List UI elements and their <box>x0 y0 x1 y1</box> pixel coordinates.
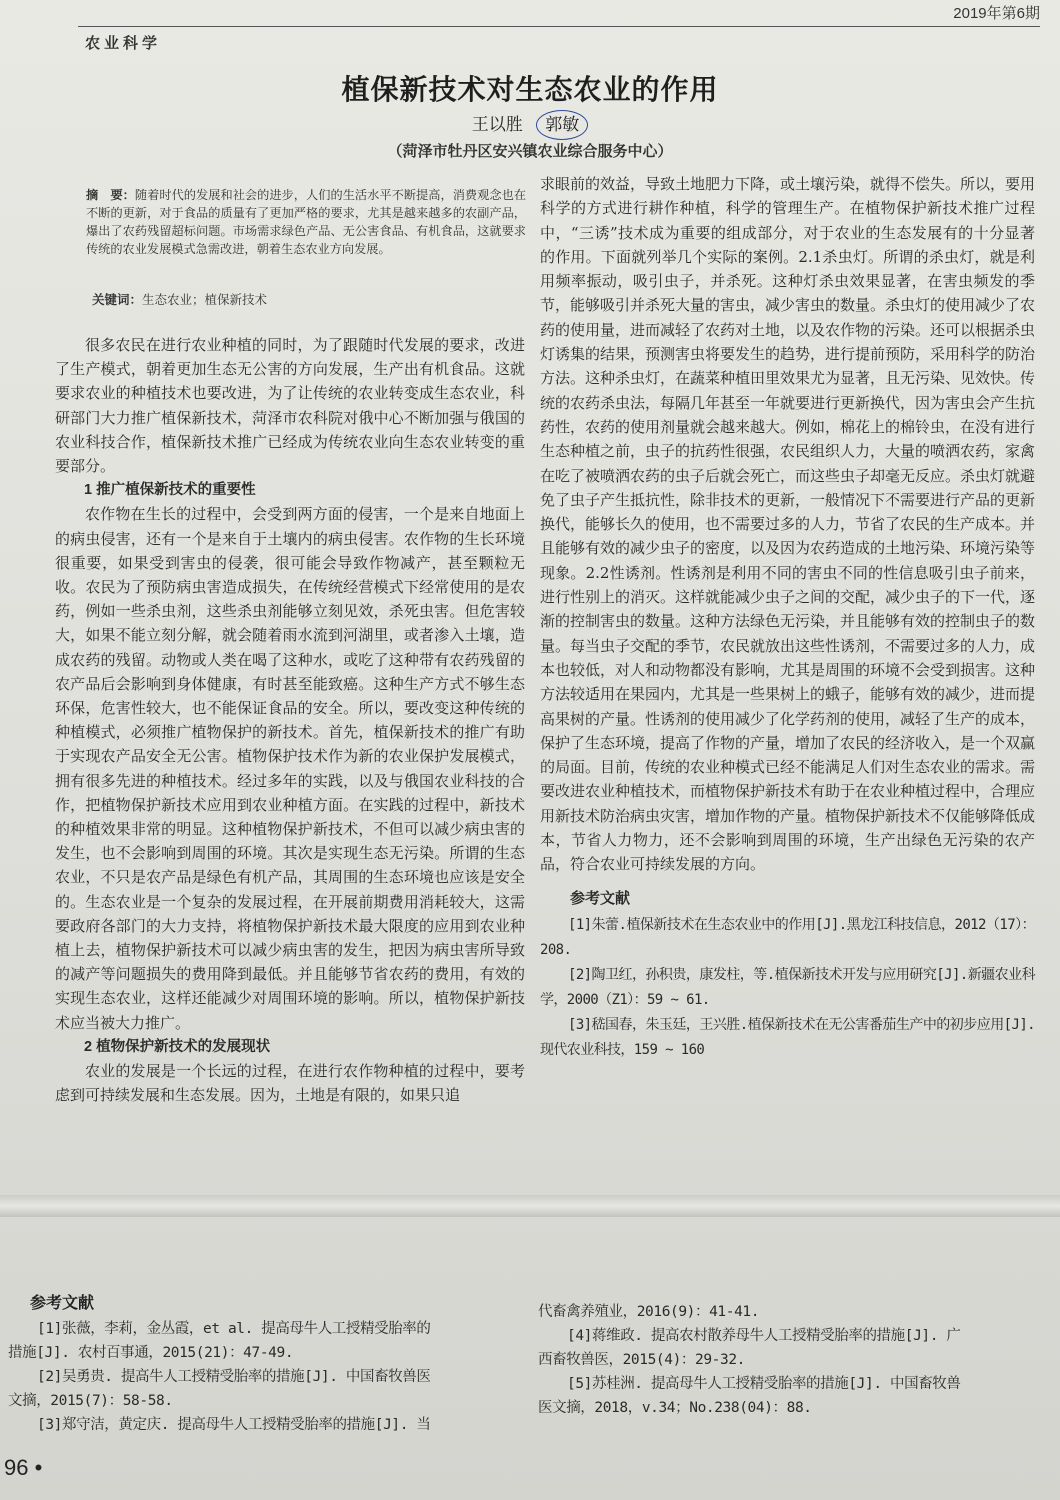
reference-item: [3]嵇国春，朱玉廷，王兴胜.植保新技术在无公害番茄生产中的初步应用[J].现代农业科技，159 ~ 160 <box>540 1016 1035 1058</box>
reference-item: [1]朱蕾.植保新技术在生态农业中的作用[J].黑龙江科技信息，2012（17）：208. <box>540 916 1035 958</box>
references-heading: 参考文献 <box>570 889 631 907</box>
body-paragraph: 农作物在生长的过程中，会受到两方面的侵害，一个是来自地面上的病虫侵害，还有一个是来自于土壤内的病虫侵害。农作物的生长环境很重要，如果受到害虫的侵袭，很可能会导致作物减产，甚至颗粒无收。农民为了预防病虫害造成损失，在传统经营模式下经常使用的是农药，例如一些杀虫剂，这些杀虫剂能够立刻见效，杀死虫害。但危害较大，如果不能立刻分解，就会随着雨水流到河湖里，或者渗入土壤，造成农药的残留。动物或人类在喝了这种水，或吃了这种带有农药残留的农产品后会影响到身体健康，有时甚至能致癌。这种生产方式不够生态环保，危害性较大，也不能保证食品的安全。所以，要改变这种传统的种植模式，必须推广植物保护的新技术。首先，植保新技术的推广有助于实现农产品安全无公害。植物保护技术作为新的农业保护发展模式，拥有很多先进的种植技术。经过多年的实践，以及与俄国农业科技的合作，把植物保护新技术应用到农业种植方面。在实践的过程中，新技术的种植效果非常的明显。这种植物保护新技术，不但可以减少病虫害的发生，也不会影响到周围的环境。其次是实现生态无污染。所谓的生态农业，不只是农产品是绿色有机产品，其周围的生态环境也应该是安全的。生态农业是一个复杂的发展过程，在开展前期费用消耗较大，这需要政府各部门的大力支持，将植物保护新技术最大限度的应用到农业种植上去，植物保护新技术可以减少病虫害的发生，把因为病虫害所导致的减产等问题损失的费用降到最低。并且能够节省农药的费用，有效的实现生态农业，这样还能减少对周围环境的影响。所以，植物保护新技术应当被大力推广。 <box>55 505 525 1032</box>
reference-line: [5]苏桂洲. 提高母牛人工授精受胎率的措施[J]. 中国畜牧兽 <box>567 1376 961 1392</box>
reference-line: [2]吴勇贵. 提高牛人工授精受胎率的措施[J]. 中国畜牧兽医 <box>37 1369 431 1385</box>
reference-line: [4]蒋维政. 提高农村散养母牛人工授精受胎率的措施[J]. 广 <box>567 1328 961 1344</box>
page-number: 96 • <box>4 1455 43 1480</box>
section-label: 农业科学 <box>85 35 162 52</box>
body-paragraph: 农业的发展是一个长远的过程，在进行农作物种植的过程中，要考虑到可持续发展和生态发展。因为，土地是有限的，如果只追 <box>55 1062 525 1105</box>
issue-label: 2019年第6期 <box>953 5 1040 22</box>
reference-line: [3]郑守洁，黄定庆. 提高母牛人工授精受胎率的措施[J]. 当 <box>37 1417 431 1433</box>
keywords <box>92 290 522 308</box>
reference-line: 医文摘，2018，v.34；No.238(04)：88. <box>538 1400 812 1416</box>
author-affiliation: （菏泽市牡丹区安兴镇农业综合服务中心） <box>387 143 673 160</box>
author-line <box>0 110 1060 135</box>
reference-line: 代畜禽养殖业，2016(9)：41-41. <box>538 1304 760 1320</box>
reference-line: 措施[J]. 农村百事通，2015(21)：47-49. <box>8 1345 294 1361</box>
abstract-text: 随着时代的发展和社会的进步，人们的生活水平不断提高，消费观念也在不断的更新，对于食品的质量有了更加严格的要求，尤其是越来越多的农副产品，爆出了农药残留超标问题。市场需求绿色产品、无公害食品、有机食品，这就要求传统的农业发展模式急需改进，朝着生态农业方向发展。 <box>86 188 527 256</box>
header-rule <box>78 26 1040 27</box>
right-column <box>540 172 1035 1063</box>
reference-item: [2]陶卫红，孙积贵，康发柱，等.植保新技术开发与应用研究[J].新疆农业科学，2000（Z1）：59 ~ 61. <box>540 966 1035 1008</box>
prev-refs-left <box>0 1290 515 1437</box>
body-paragraph: 求眼前的效益，导致土地肥力下降，或土壤污染，就得不偿失。所以，要用科学的方式进行耕作种植，科学的管理生产。在植物保护新技术推广过程中，“三诱”技术成为重要的组成部分，对于农业的生态发展有的十分显著的作用。下面就列举几个实际的案例。2.1杀虫灯。所谓的杀虫灯，就是利用频率振动，吸引虫子，并杀死。这种灯杀虫效果显著，在害虫频发的季节，能够吸引并杀死大量的害虫，减少害虫的数量。杀虫灯的使用减少了农药的使用量，进而减轻了农药对土地，以及农作物的污染。还可以根据杀虫灯诱集的结果，预测害虫将要发生的趋势，进行提前预防，采用科学的防治方法。这种杀虫灯，在蔬菜种植田里效果尤为显著，且无污染、见效快。传统的农药杀虫法，每隔几年甚至一年就要进行更新换代，因为害虫会产生抗药性，农药的使用剂量就会越来越大。例如，棉花上的棉铃虫，在没有进行生态种植之前，虫子的抗药性很强，农民组织人力，大量的喷洒农药，家禽在吃了被喷洒农药的虫子后就会死亡，而这些虫子却毫无反应。杀虫灯就避免了虫子产生抵抗性，除非技术的更新，一般情况下不需要进行产品的更新换代，能够长久的使用，也不需要过多的人力，节省了农民的生产成本。并且能够有效的减少虫子的密度，以及因为农药造成的土地污染、环境污染等现象。2.2性诱剂。性诱剂是利用不同的害虫不同的性信息吸引虫子前来，进行性别上的消灭。这样就能减少虫子之间的交配，减少虫子的下一代，逐渐的控制害虫的数量。这种方法绿色无污染，并且能够有效的控制虫子的数量。每当虫子交配的季节，农民就放出这些性诱剂，不需要过多的人力，成本也较低，对人和动物都没有影响，尤其是周围的环境不会受到损害。这种方法较适用在果园内，尤其是一些果树上的蛾子，能够有效的减少，进而提高果树的产量。性诱剂的使用减少了化学药剂的使用，减轻了生产的成本，保护了生态环境，提高了作物的产量，增加了农民的经济收入，是一个双赢的局面。目前，传统的农业种模式已经不能满足人们对生态农业的需求。需要改进农业种植技术，而植物保护新技术有助于在农业种植过程中，合理应用新技术防治病虫灾害，增加作物的产量。植物保护新技术不仅能够降低成本，节省人力物力，还不会影响到周围的环境，生产出绿色无污染的农产品，符合农业可持续发展的方向。 <box>540 175 1036 874</box>
article-title: 植保新技术对生态农业的作用 <box>341 74 719 105</box>
keywords-label: 关键词： <box>92 293 143 307</box>
reference-line: 文摘，2015(7)：58-58. <box>8 1393 173 1409</box>
intro-paragraph: 很多农民在进行农业种植的同时，为了跟随时代发展的要求，改进了生产模式，朝着更加生态无公害的方向发展，生产出有机食品。这就要求农业的种植技术也要改进，为了让传统的农业转变成生态农业，科研部门大力推广植保新技术，菏泽市农科院对俄中心不断加强与俄国的农业科技合作，植保新技术推广已经成为传统农业向生态农业转变的重要部分。 <box>55 336 525 476</box>
page-fold <box>0 1195 1060 1217</box>
section-heading: 1 推广植保新技术的重要性 <box>84 482 256 499</box>
reference-line: 西畜牧兽医，2015(4)：29-32. <box>538 1352 745 1368</box>
abstract-label: 摘 要： <box>86 188 135 202</box>
author-name: 王以胜 <box>471 115 523 135</box>
abstract <box>86 186 526 258</box>
prev-refs-right <box>530 1300 1055 1420</box>
references-heading: 参考文献 <box>30 1295 95 1312</box>
left-column <box>55 333 525 1108</box>
reference-line: [1]张薇，李莉，金丛霞，et al. 提高母牛人工授精受胎率的 <box>37 1321 431 1337</box>
keywords-text: 生态农业；植保新技术 <box>142 293 268 307</box>
section-heading: 2 植物保护新技术的发展现状 <box>84 1038 271 1055</box>
author-name-circled: 郭敏 <box>536 110 588 140</box>
